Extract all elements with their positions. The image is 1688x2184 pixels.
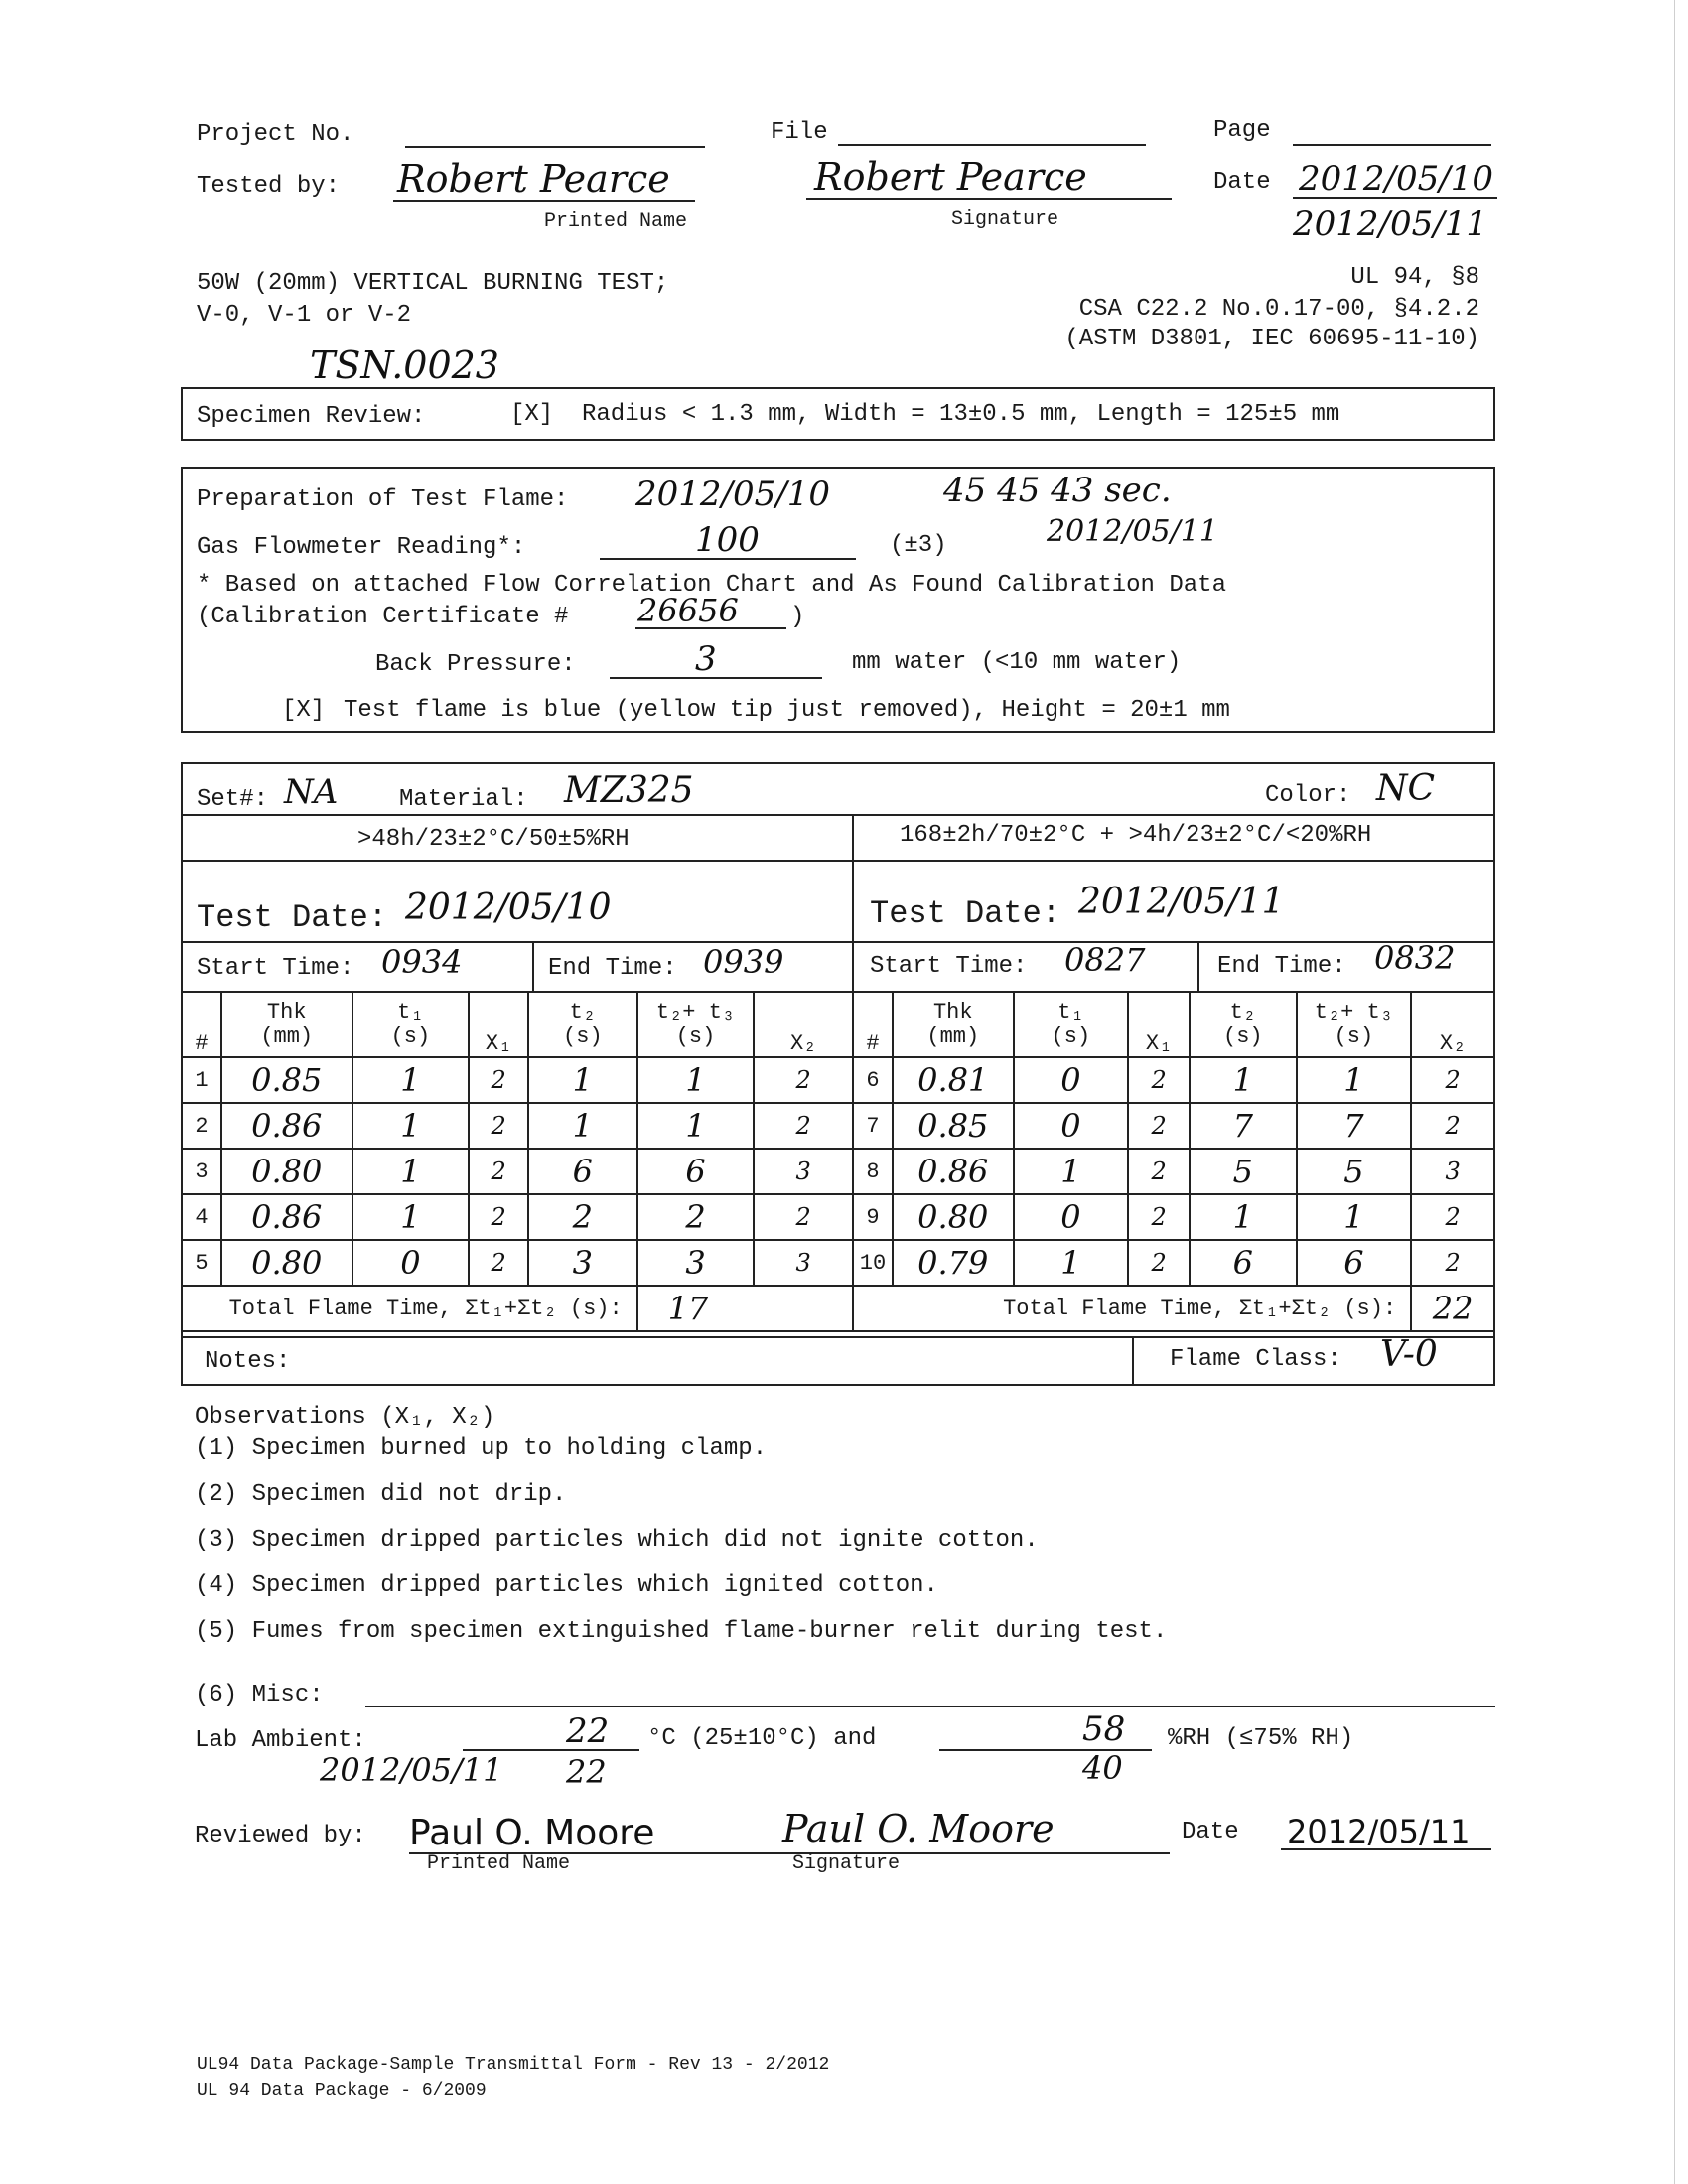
cell-t1: 1 — [1014, 1240, 1129, 1286]
reviewer-signature-caption: Signature — [792, 1852, 901, 1875]
cell-x1: 2 — [469, 1103, 528, 1149]
col-t1-unit: (s) — [1051, 1024, 1091, 1049]
flowmeter-label: Gas Flowmeter Reading*: — [197, 534, 526, 561]
cell-t1: 1 — [352, 1194, 470, 1240]
cell-thk: 0.85 — [893, 1103, 1014, 1149]
cell-x2: 3 — [754, 1240, 853, 1286]
table-row — [182, 1149, 853, 1194]
ambient-temp-unit: °C (25±10°C) and — [647, 1725, 877, 1752]
cell-t2: 3 — [528, 1240, 637, 1286]
cell-t2: 1 — [1190, 1194, 1297, 1240]
reviewed-by-label: Reviewed by: — [195, 1823, 366, 1849]
page-field[interactable] — [1293, 144, 1491, 146]
cell-x2: 2 — [1411, 1057, 1494, 1103]
total-flame-right-value: 22 — [1432, 1290, 1474, 1327]
cell-thk: 0.85 — [221, 1057, 352, 1103]
cell-t1: 0 — [1014, 1057, 1129, 1103]
flame-class-value: V-0 — [1380, 1334, 1438, 1375]
total-row — [853, 1286, 1494, 1331]
table-row — [853, 1057, 1494, 1103]
col-x1-header: X₁ — [469, 992, 528, 1057]
divider — [181, 814, 1495, 816]
specimen-review-label: Specimen Review: — [197, 403, 426, 430]
cell-t1: 1 — [352, 1057, 470, 1103]
standard-ul94: UL 94, §8 — [1350, 264, 1479, 291]
test-date-2: 2012/05/11 — [1293, 205, 1487, 244]
divider — [1132, 1336, 1134, 1386]
blue-flame-checkbox[interactable]: [X] — [282, 697, 326, 724]
col-thk-header — [893, 992, 1014, 1057]
col-t1-label: t₁ — [397, 1000, 424, 1024]
ambient-rh-value: 58 — [1082, 1709, 1126, 1749]
back-pressure-label: Back Pressure: — [375, 651, 576, 678]
cell-t23: 1 — [1297, 1057, 1412, 1103]
prep-flame-label: Preparation of Test Flame: — [197, 486, 569, 513]
cell-thk: 0.86 — [221, 1103, 352, 1149]
cell-n: 3 — [182, 1149, 221, 1194]
printed-name-caption: Printed Name — [544, 210, 688, 233]
table-row — [182, 1057, 853, 1103]
cell-t1: 1 — [352, 1103, 470, 1149]
project-field[interactable] — [405, 146, 705, 148]
table-row — [853, 1103, 1494, 1149]
observations-title: Observations (X₁, X₂) — [195, 1404, 495, 1431]
review-date-value: 2012/05/11 — [1287, 1813, 1471, 1850]
conditioning-left: >48h/23±2°C/50±5%RH — [357, 826, 630, 853]
divider — [852, 814, 854, 941]
cell-n: 10 — [853, 1240, 893, 1286]
results-table-left — [181, 991, 854, 1332]
col-t23-unit: (s) — [1334, 1024, 1374, 1049]
col-num-header: # — [853, 992, 893, 1057]
col-t23-header — [637, 992, 755, 1057]
end-time-right: 0832 — [1374, 939, 1456, 977]
calibration-label: (Calibration Certificate # — [197, 604, 569, 630]
calibration-cert-number: 26656 — [637, 592, 739, 629]
col-t2-label: t₂ — [1229, 1000, 1256, 1024]
footer-package-id: UL 94 Data Package - 6/2009 — [197, 2081, 487, 2101]
lab-ambient-label: Lab Ambient: — [195, 1727, 366, 1754]
set-value: NA — [284, 772, 339, 812]
cell-t23: 2 — [637, 1194, 755, 1240]
observation-item: (3) Specimen dripped particles which did not ignite cotton. — [195, 1527, 1039, 1554]
divider — [181, 941, 1495, 943]
divider — [852, 941, 854, 991]
tester-signature-line[interactable] — [806, 198, 1172, 200]
reference-number: TSN.0023 — [310, 343, 499, 387]
cell-t1: 1 — [1014, 1149, 1129, 1194]
table-row — [853, 1149, 1494, 1194]
col-thk-header — [221, 992, 352, 1057]
cell-t1: 0 — [352, 1240, 470, 1286]
col-thk-unit: (mm) — [260, 1024, 314, 1049]
table-row — [853, 1194, 1494, 1240]
cell-x1: 2 — [469, 1194, 528, 1240]
prep-flame-date-2: 2012/05/11 — [1047, 514, 1218, 549]
cell-t2: 6 — [1190, 1240, 1297, 1286]
col-t2-unit: (s) — [1223, 1024, 1263, 1049]
col-x2-header: X₂ — [1411, 992, 1494, 1057]
end-time-left: 0939 — [703, 943, 784, 981]
cell-t2: 7 — [1190, 1103, 1297, 1149]
col-t2-label: t₂ — [569, 1000, 597, 1024]
cell-t1: 0 — [1014, 1103, 1129, 1149]
test-title: 50W (20mm) VERTICAL BURNING TEST; — [197, 270, 669, 297]
table-row — [853, 1240, 1494, 1286]
flame-class-label: Flame Class: — [1170, 1346, 1341, 1373]
cell-n: 8 — [853, 1149, 893, 1194]
cell-t2: 1 — [528, 1103, 637, 1149]
col-thk-label: Thk — [932, 1000, 973, 1024]
cell-x2: 2 — [1411, 1103, 1494, 1149]
cell-x1: 2 — [1128, 1149, 1190, 1194]
test-classes: V-0, V-1 or V-2 — [197, 302, 412, 329]
col-t1-unit: (s) — [390, 1024, 431, 1049]
reviewer-printed-name: Paul O. Moore — [409, 1813, 655, 1853]
flow-chart-note: * Based on attached Flow Correlation Chart and As Found Calibration Data — [197, 572, 1226, 599]
total-flame-label-left: Total Flame Time, Σt₁+Σt₂ (s): — [182, 1286, 637, 1331]
cell-x1: 2 — [1128, 1103, 1190, 1149]
table-row — [182, 1103, 853, 1149]
table-header-row — [182, 992, 853, 1057]
total-flame-label-right: Total Flame Time, Σt₁+Σt₂ (s): — [853, 1286, 1411, 1331]
cell-x2: 2 — [1411, 1194, 1494, 1240]
tester-signature: Robert Pearce — [814, 155, 1087, 199]
set-label: Set#: — [197, 786, 269, 813]
col-t2-header — [1190, 992, 1297, 1057]
misc-field[interactable] — [365, 1706, 1495, 1707]
tested-by-label: Tested by: — [197, 173, 341, 200]
cell-thk: 0.81 — [893, 1057, 1014, 1103]
col-t1-header — [352, 992, 470, 1057]
ambient-date-2: 2012/05/11 — [320, 1751, 503, 1789]
cell-t23: 3 — [637, 1240, 755, 1286]
col-x1-header: X₁ — [1128, 992, 1190, 1057]
cell-x1: 2 — [1128, 1057, 1190, 1103]
back-pressure-unit: mm water (<10 mm water) — [852, 649, 1182, 676]
flowmeter-field[interactable] — [600, 558, 856, 560]
observation-item: (1) Specimen burned up to holding clamp. — [195, 1435, 768, 1462]
cell-t2: 6 — [528, 1149, 637, 1194]
cell-x1: 2 — [1128, 1240, 1190, 1286]
date-label: Date — [1213, 169, 1271, 196]
material-label: Material: — [399, 786, 528, 813]
divider — [181, 860, 1495, 862]
col-t2-unit: (s) — [563, 1024, 603, 1049]
cell-thk: 0.80 — [221, 1149, 352, 1194]
blue-flame-text: Test flame is blue (yellow tip just removed), Height = 20±1 mm — [344, 697, 1230, 724]
conditioning-right: 168±2h/70±2°C + >4h/23±2°C/<20%RH — [900, 822, 1372, 849]
cell-t23: 1 — [1297, 1194, 1412, 1240]
flowmeter-tolerance: (±3) — [890, 532, 947, 559]
cell-x2: 2 — [754, 1194, 853, 1240]
footer-form-id: UL94 Data Package-Sample Transmittal Form - Rev 13 - 2/2012 — [197, 2055, 830, 2075]
back-pressure-value: 3 — [695, 639, 717, 679]
color-label: Color: — [1265, 782, 1351, 809]
end-time-left-label: End Time: — [548, 955, 677, 982]
cell-n: 4 — [182, 1194, 221, 1240]
cell-t2: 5 — [1190, 1149, 1297, 1194]
ambient-rh-value-2: 40 — [1082, 1749, 1123, 1787]
standard-csa: CSA C22.2 No.0.17-00, §4.2.2 — [1078, 296, 1479, 323]
cell-t23: 7 — [1297, 1103, 1412, 1149]
prep-flame-date: 2012/05/10 — [635, 475, 830, 514]
page-label: Page — [1213, 117, 1271, 144]
review-date-field[interactable] — [1281, 1848, 1491, 1850]
cell-thk: 0.79 — [893, 1240, 1014, 1286]
cell-x2: 3 — [1411, 1149, 1494, 1194]
divider — [181, 1336, 1495, 1338]
cell-n: 9 — [853, 1194, 893, 1240]
observation-item: (4) Specimen dripped particles which ignited cotton. — [195, 1572, 938, 1599]
cell-t23: 1 — [637, 1103, 755, 1149]
col-num-header: # — [182, 992, 221, 1057]
color-value: NC — [1376, 768, 1436, 809]
cell-x1: 2 — [469, 1240, 528, 1286]
review-date-label: Date — [1182, 1819, 1239, 1845]
cell-x2: 2 — [754, 1057, 853, 1103]
test-date-left: 2012/05/10 — [405, 887, 612, 928]
cell-n: 7 — [853, 1103, 893, 1149]
cell-thk: 0.80 — [893, 1194, 1014, 1240]
misc-label: (6) Misc: — [195, 1682, 324, 1708]
project-label: Project No. — [197, 121, 354, 148]
cell-x1: 2 — [469, 1149, 528, 1194]
signature-caption: Signature — [951, 208, 1059, 231]
col-t23-header — [1297, 992, 1412, 1057]
cell-t23: 6 — [637, 1149, 755, 1194]
cell-thk: 0.86 — [893, 1149, 1014, 1194]
cell-t1: 1 — [352, 1149, 470, 1194]
cell-t2: 1 — [528, 1057, 637, 1103]
start-time-left: 0934 — [381, 943, 463, 981]
test-date-right: 2012/05/11 — [1078, 882, 1285, 922]
date-field[interactable] — [1293, 197, 1497, 199]
test-date-left-label: Test Date: — [197, 899, 388, 936]
total-flame-left-value: 17 — [667, 1290, 709, 1327]
results-table-right — [852, 991, 1495, 1332]
reviewer-printed-caption: Printed Name — [427, 1852, 571, 1875]
calibration-close: ) — [790, 604, 805, 630]
notes-label: Notes: — [205, 1348, 291, 1375]
test-date-1: 2012/05/10 — [1299, 159, 1493, 199]
divider — [1197, 941, 1199, 991]
table-header-row — [853, 992, 1494, 1057]
back-pressure-field[interactable] — [610, 677, 822, 679]
cell-x1: 2 — [1128, 1194, 1190, 1240]
divider — [532, 941, 534, 991]
tester-printed-name: Robert Pearce — [397, 157, 670, 201]
cell-x2: 3 — [754, 1149, 853, 1194]
cell-t23: 1 — [637, 1057, 755, 1103]
calibration-field[interactable] — [635, 627, 786, 629]
start-time-right: 0827 — [1064, 941, 1146, 979]
cell-n: 5 — [182, 1240, 221, 1286]
page-edge-line — [1674, 0, 1675, 2184]
col-thk-unit: (mm) — [926, 1024, 980, 1049]
observation-item: (2) Specimen did not drip. — [195, 1481, 567, 1508]
ambient-rh-unit: %RH (≤75% RH) — [1168, 1725, 1354, 1752]
cell-n: 1 — [182, 1057, 221, 1103]
specimen-checkbox[interactable]: [X] — [510, 401, 554, 428]
col-t23-label: t₂+ t₃ — [1314, 1000, 1393, 1024]
col-t1-label: t₁ — [1057, 1000, 1084, 1024]
cell-x1: 2 — [469, 1057, 528, 1103]
cell-t23: 5 — [1297, 1149, 1412, 1194]
reviewer-signature: Paul O. Moore — [782, 1807, 1055, 1850]
specimen-criteria: Radius < 1.3 mm, Width = 13±0.5 mm, Length = 125±5 mm — [582, 401, 1340, 428]
start-time-right-label: Start Time: — [870, 953, 1028, 980]
ambient-temp-value-2: 22 — [566, 1753, 607, 1791]
flowmeter-value: 100 — [695, 520, 760, 560]
prep-flame-times: 45 45 43 sec. — [943, 471, 1172, 510]
standard-astm-iec: (ASTM D3801, IEC 60695-11-10) — [1064, 326, 1479, 352]
cell-t23: 6 — [1297, 1240, 1412, 1286]
file-field[interactable] — [838, 144, 1146, 146]
col-x2-header: X₂ — [754, 992, 853, 1057]
test-date-right-label: Test Date: — [870, 895, 1061, 932]
cell-n: 2 — [182, 1103, 221, 1149]
cell-t2: 1 — [1190, 1057, 1297, 1103]
col-t23-unit: (s) — [675, 1024, 716, 1049]
col-thk-label: Thk — [266, 1000, 307, 1024]
cell-x2: 2 — [1411, 1240, 1494, 1286]
total-flame-right — [1411, 1286, 1494, 1331]
start-time-left-label: Start Time: — [197, 955, 354, 982]
col-t1-header — [1014, 992, 1129, 1057]
material-value: MZ325 — [564, 770, 694, 811]
col-t2-header — [528, 992, 637, 1057]
tester-name-line[interactable] — [393, 200, 695, 202]
col-t23-label: t₂+ t₃ — [655, 1000, 736, 1024]
cell-t2: 2 — [528, 1194, 637, 1240]
cell-x2: 2 — [754, 1103, 853, 1149]
cell-thk: 0.80 — [221, 1240, 352, 1286]
table-row — [182, 1240, 853, 1286]
end-time-right-label: End Time: — [1217, 953, 1346, 980]
ambient-temp-value: 22 — [566, 1711, 610, 1751]
table-row — [182, 1194, 853, 1240]
observation-item: (5) Fumes from specimen extinguished flame-burner relit during test. — [195, 1618, 1168, 1645]
cell-t1: 0 — [1014, 1194, 1129, 1240]
file-label: File — [771, 119, 828, 146]
cell-thk: 0.86 — [221, 1194, 352, 1240]
total-row — [182, 1286, 853, 1331]
cell-n: 6 — [853, 1057, 893, 1103]
total-flame-left — [637, 1286, 853, 1331]
